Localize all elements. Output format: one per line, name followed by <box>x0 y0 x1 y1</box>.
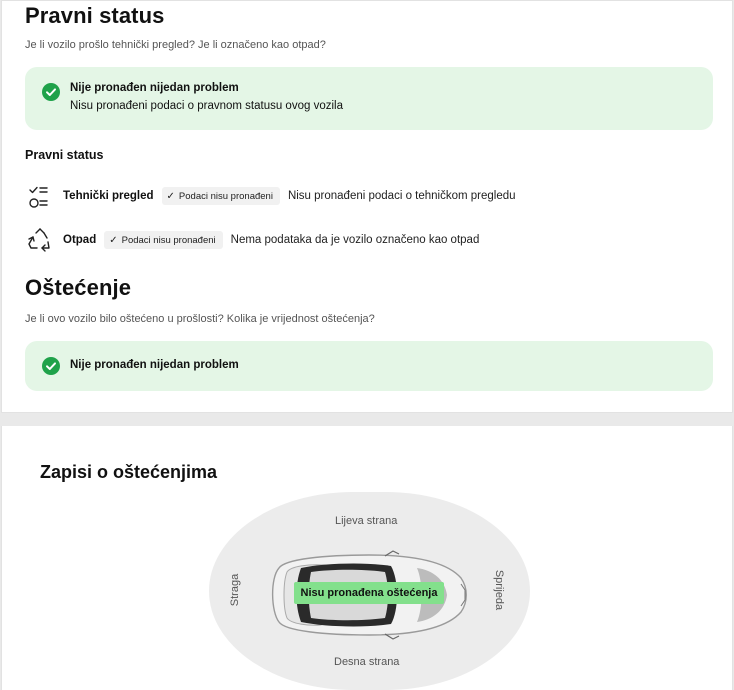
scrap-label: Otpad <box>63 234 97 246</box>
tick-icon: ✓ <box>166 190 175 202</box>
front-label: Sprijeda <box>493 569 505 611</box>
damage-subtitle: Je li ovo vozilo bilo oštećeno u prošlosti? Kolika je vrijednost oštećenja? <box>25 313 375 325</box>
inspection-label: Tehnički pregled <box>63 190 154 202</box>
inspection-chip-label: Podaci nisu pronađeni <box>178 190 273 202</box>
inspection-desc: Nisu pronađeni podaci o tehničkom pregledu <box>287 190 516 202</box>
legal-status-card <box>1 0 733 413</box>
recycle-icon <box>25 226 55 254</box>
scrap-row <box>25 226 479 254</box>
legal-ok-title: Nije pronađen nijedan problem <box>70 82 239 94</box>
damage-records-card <box>1 426 733 690</box>
rear-label: Straga <box>229 573 241 607</box>
legal-ok-text: Nisu pronađeni podaci o pravnom statusu ovog vozila <box>70 100 343 112</box>
scrap-chip <box>104 231 222 249</box>
scrap-chip-label: Podaci nisu pronađeni <box>121 234 216 246</box>
no-damage-badge: Nisu pronađena oštećenja <box>294 582 444 604</box>
scrap-desc: Nema podataka da je vozilo označeno kao otpad <box>230 234 480 246</box>
damage-records-title: Zapisi o oštećenjima <box>40 462 218 482</box>
legal-section-label: Pravni status <box>25 148 104 162</box>
legal-status-title: Pravni status <box>25 3 165 28</box>
check-circle-icon <box>42 83 60 101</box>
damage-ok-box <box>25 341 713 391</box>
inspection-chip <box>162 187 280 205</box>
inspection-row <box>25 182 516 210</box>
right-side-label: Desna strana <box>334 656 400 668</box>
left-side-label: Lijeva strana <box>335 515 398 527</box>
check-circle-icon <box>42 357 60 375</box>
damage-ok-title: Nije pronađen nijedan problem <box>70 359 239 371</box>
tick-icon: ✓ <box>109 234 118 246</box>
checklist-icon <box>25 182 55 210</box>
damage-title: Oštećenje <box>25 275 132 300</box>
legal-status-subtitle: Je li vozilo prošlo tehnički pregled? Je li označeno kao otpad? <box>25 39 326 51</box>
legal-ok-box <box>25 67 713 130</box>
